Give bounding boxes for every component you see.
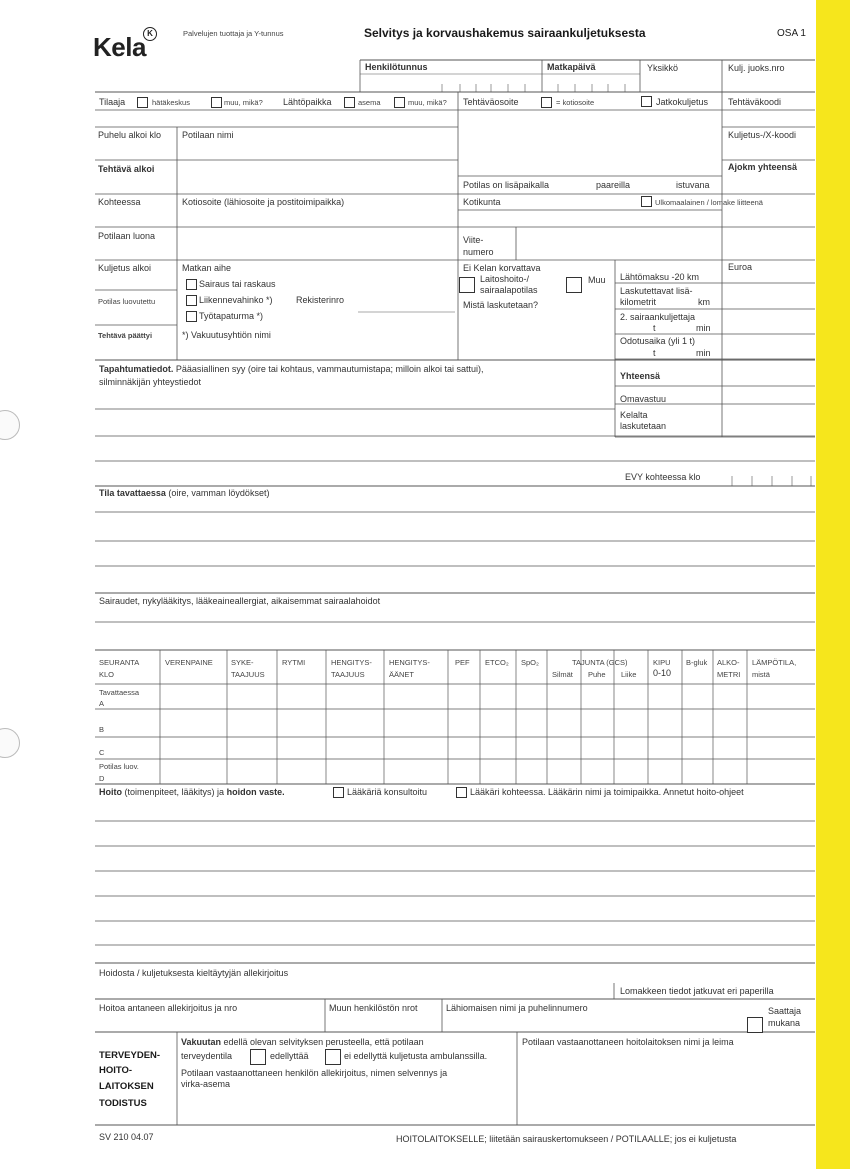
tehtavakoodi-label: Tehtäväkoodi <box>728 97 782 107</box>
potilaan-luona-label: Potilaan luona <box>98 231 156 241</box>
form-code: SV 210 04.07 <box>99 1132 154 1142</box>
istuvana-label: istuvana <box>676 180 710 190</box>
paareilla-label: paareilla <box>596 180 631 190</box>
viite-label-2: numero <box>463 247 494 257</box>
ulkomaalainen-checkbox[interactable] <box>641 196 652 207</box>
todistus-title-1: TERVEYDEN- <box>99 1050 161 1061</box>
jatkuvat-label: Lomakkeen tiedot jatkuvat eri paperilla <box>620 986 774 996</box>
lahtomaksu-label: Lähtömaksu -20 km <box>620 272 700 282</box>
lisapaikalla-label: Potilas on lisäpaikalla <box>463 180 550 190</box>
kotiosoite-label: Kotiosoite (lähiosoite ja postitoimipaikka) <box>182 197 345 207</box>
verenpaine-header: VERENPAINE <box>165 658 213 667</box>
laakari-kohteessa-label: Lääkäri kohteessa. Lääkärin nimi ja toimipaikka. Annetut hoito-ohjeet <box>470 787 744 797</box>
tila-label-bold: Tila tavattaessa <box>99 488 166 498</box>
muu1-label: muu, mikä? <box>224 98 263 107</box>
hatakeskus-label: hätäkeskus <box>152 98 190 107</box>
puhelu-label: Puhelu alkoi klo <box>98 130 162 140</box>
muun-label: Muun henkilöstön nrot <box>329 1003 418 1013</box>
bgluk-header: B-gluk <box>686 658 708 667</box>
yksikko-label: Yksikkö <box>647 63 679 73</box>
kela-logo-mark: K <box>143 27 157 41</box>
alkometri-header-2: METRI <box>717 670 741 679</box>
lisakm-label-2: kilometrit <box>620 297 657 307</box>
yhteensa-label: Yhteensä <box>620 371 661 381</box>
hoito-label <box>99 787 285 797</box>
muu1-checkbox[interactable] <box>211 97 222 108</box>
pef-header: PEF <box>455 658 470 667</box>
toinen-label: 2. sairaankuljettaja <box>620 312 696 322</box>
klo-header: KLO <box>99 670 115 679</box>
matkapaiva-label: Matkapäivä <box>547 62 596 72</box>
etco2-header: ETCO₂ <box>485 658 509 667</box>
konsultoitu-checkbox[interactable] <box>333 787 344 798</box>
tehtava-paattyi-label: Tehtävä päättyi <box>98 331 153 340</box>
lampotila-header: LÄMPÖTILA, <box>752 658 797 667</box>
muu2-label: muu, mikä? <box>408 98 447 107</box>
matkan-aihe-label: Matkan aihe <box>182 263 232 273</box>
kelalta-label-1: Kelalta <box>620 410 648 420</box>
row-b-label: B <box>99 725 105 734</box>
kipu-header: KIPU <box>653 658 671 667</box>
footer-note: HOITOLAITOKSELLE; liitetään sairauskertomukseen / POTILAALLE; jos ei kuljetusta <box>396 1134 737 1144</box>
liike-header: Liike <box>621 670 637 679</box>
mista-label: Mistä laskutetaan? <box>463 300 539 310</box>
henkilotunnus-label: Henkilötunnus <box>365 62 428 72</box>
tila-label-text: (oire, vamman löydökset) <box>168 488 270 498</box>
part-label: OSA 1 <box>777 28 806 39</box>
hatakeskus-checkbox[interactable] <box>137 97 148 108</box>
hoito-text: (toimenpiteet, lääkitys) ja <box>124 787 225 797</box>
hengitys-taajuus-header-2: TAAJUUS <box>331 670 365 679</box>
lahiomaisen-label: Lähiomaisen nimi ja puhelinnumero <box>446 1003 588 1013</box>
km-unit: km <box>698 297 710 307</box>
euroa-label: Euroa <box>728 262 753 272</box>
provider-redaction <box>160 42 345 86</box>
kipu-scale-header: 0-10 <box>653 668 672 678</box>
sairaus-checkbox[interactable] <box>186 279 197 290</box>
kulj-juoks-label: Kulj. juoks.nro <box>728 63 785 73</box>
antaneen-label: Hoitoa antaneen allekirjoitus ja nro <box>99 1003 238 1013</box>
row-potilas-luov-label: Potilas luov. <box>99 762 139 771</box>
puhe-header: Puhe <box>588 670 606 679</box>
potilas-luov-label: Potilas luovutettu <box>98 297 156 306</box>
jatkokuljetus-checkbox[interactable] <box>641 96 652 107</box>
asema-label: asema <box>358 98 381 107</box>
saattaja-label-2: mukana <box>768 1018 801 1028</box>
tehtava-alkoi-label: Tehtävä alkoi <box>98 164 155 174</box>
laitoshoito-label-2: sairaalapotilas <box>480 285 538 295</box>
jatkokuljetus-label: Jatkokuljetus <box>656 97 709 107</box>
edellyttaa-label: edellyttää <box>270 1051 309 1061</box>
edellyttaa-checkbox[interactable] <box>250 1049 266 1065</box>
todistus-title-3: LAITOKSEN <box>99 1081 154 1092</box>
ei-kelan-label: Ei Kelan korvattava <box>463 263 541 273</box>
kotiosoite-eq-label: = kotiosoite <box>556 98 595 107</box>
omavastuu-label: Omavastuu <box>620 394 667 404</box>
hengitys-taajuus-header: HENGITYS- <box>331 658 372 667</box>
liikenne-label: Liikennevahinko *) <box>199 295 273 305</box>
tapahtuma-label <box>99 364 484 374</box>
ulkomaalainen-label: Ulkomaalainen / lomake liitteenä <box>655 198 763 207</box>
tajunta-header: TAJUNTA (GCS) <box>572 658 628 667</box>
lahtopaikka-label: Lähtöpaikka <box>283 97 332 107</box>
laitoshoito-checkbox[interactable] <box>459 277 475 293</box>
min2-unit: min <box>696 348 711 358</box>
alkometri-header: ALKO- <box>717 658 740 667</box>
todistus-title-4: TODISTUS <box>99 1098 147 1109</box>
t2-unit: t <box>653 348 656 358</box>
todistus-title-2: HOITO- <box>99 1065 133 1076</box>
syke-header: SYKE- <box>231 658 254 667</box>
potilaan-nimi-label: Potilaan nimi <box>182 130 234 140</box>
tehtavaosoite-label: Tehtäväosoite <box>463 97 519 107</box>
kela-logo: Kela <box>93 32 146 62</box>
ajokm-label: Ajokm yhteensä <box>728 162 798 172</box>
kotikunta-label: Kotikunta <box>463 197 501 207</box>
tyotapaturma-label: Työtapaturma *) <box>199 311 264 321</box>
kohteessa-label: Kohteessa <box>98 197 141 207</box>
seuranta-header: SEURANTA <box>99 658 140 667</box>
kuljetus-x-label: Kuljetus-/X-koodi <box>728 130 797 140</box>
henkilotunnus-field[interactable] <box>364 73 456 91</box>
min1-unit: min <box>696 323 711 333</box>
tyotapaturma-checkbox[interactable] <box>186 311 197 322</box>
muu-label: Muu <box>588 275 606 285</box>
vakuutan-label <box>181 1037 424 1047</box>
tila-label <box>99 488 269 498</box>
t1-unit: t <box>653 323 656 333</box>
rytmi-header: RYTMI <box>282 658 306 667</box>
terveydentila-label: terveydentila <box>181 1051 233 1061</box>
tapahtuma-label-bold: Tapahtumatiedot. <box>99 364 174 374</box>
row-c-label: C <box>99 748 105 757</box>
form-title: Selvitys ja korvaushakemus sairaankuljetuksesta <box>364 26 646 40</box>
vakuutus-label: *) Vakuutusyhtiön nimi <box>182 330 271 340</box>
kuljetus-alkoi-label: Kuljetus alkoi <box>98 263 152 273</box>
saattaja-label-1: Saattaja <box>768 1006 802 1016</box>
syke-header-2: TAAJUUS <box>231 670 265 679</box>
laakari-kohteessa-checkbox[interactable] <box>456 787 467 798</box>
hoito-bold-2: hoidon vaste. <box>226 787 285 797</box>
tilaaja-label: Tilaaja <box>99 97 126 107</box>
spo2-header: SpO₂ <box>521 658 539 667</box>
muu-checkbox[interactable] <box>566 277 582 293</box>
odotus-label: Odotusaika (yli 1 t) <box>620 336 696 346</box>
kieltaytyja-label: Hoidosta / kuljetuksesta kieltäytyjän allekirjoitus <box>99 968 289 978</box>
viite-label-1: Viite- <box>463 235 484 245</box>
vakuutan-text: edellä olevan selvityksen perusteella, että potilaan <box>223 1037 424 1047</box>
ei-edellyta-label: ei edellyttä kuljetusta ambulanssilla. <box>344 1051 488 1061</box>
hengitys-aanet-header: HENGITYS- <box>389 658 430 667</box>
vakuutan-bold: Vakuutan <box>181 1037 222 1047</box>
sairaus-label: Sairaus tai raskaus <box>199 279 276 289</box>
muu2-checkbox[interactable] <box>394 97 405 108</box>
kelalta-label-2: laskutetaan <box>620 421 667 431</box>
hoito-bold-1: Hoito <box>99 787 122 797</box>
lisakm-label-1: Laskutettavat lisä- <box>620 286 693 296</box>
konsultoitu-label: Lääkäriä konsultoitu <box>347 787 428 797</box>
tapahtuma-label-2: silminnäkijän yhteystiedot <box>99 377 202 387</box>
hoitolaitos-label: Potilaan vastaanottaneen hoitolaitoksen nimi ja leima <box>522 1037 734 1047</box>
ei-edellyta-checkbox[interactable] <box>325 1049 341 1065</box>
laitoshoito-label-1: Laitoshoito-/ <box>480 274 530 284</box>
sairaudet-label: Sairaudet, nykylääkitys, lääkeaineallergiat, aikaisemmat sairaalahoidot <box>99 596 381 606</box>
provider-label: Palvelujen tuottaja ja Y-tunnus <box>183 29 284 38</box>
saattaja-checkbox[interactable] <box>747 1017 763 1033</box>
liikenne-checkbox[interactable] <box>186 295 197 306</box>
row-a-label: A <box>99 699 105 708</box>
lampotila-header-2: mistä <box>752 670 770 679</box>
rekisteri-label: Rekisterinro <box>296 295 345 305</box>
asema-checkbox[interactable] <box>344 97 355 108</box>
kotiosoite-checkbox[interactable] <box>541 97 552 108</box>
hengitys-aanet-header-2: ÄÄNET <box>389 670 415 679</box>
row-tavattaessa-label: Tavattaessa <box>99 688 140 697</box>
tapahtuma-label-text: Pääasiallinen syy (oire tai kohtaus, vammautumistapa; milloin alkoi tai sattui), <box>175 364 484 374</box>
vastaanott-label-1: Potilaan vastaanottaneen henkilön allekirjoitus, nimen selvennys ja <box>181 1068 448 1078</box>
row-d-label: D <box>99 774 105 783</box>
vastaanott-label-2: virka-asema <box>181 1079 231 1089</box>
evy-label: EVY kohteessa klo <box>625 472 701 482</box>
silmat-header: Silmät <box>552 670 573 679</box>
